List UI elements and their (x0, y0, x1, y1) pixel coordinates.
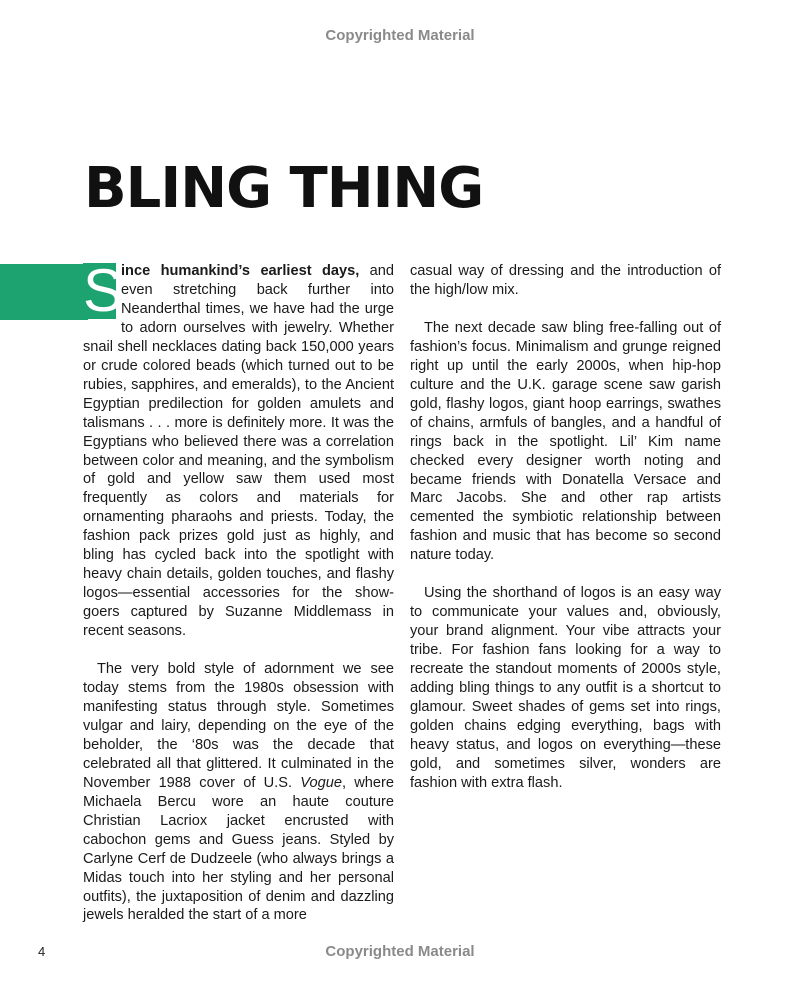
lead-in-text: ince humankind’s earliest days, (121, 263, 360, 279)
magazine-name: Vogue (300, 774, 342, 791)
paragraph-next-decade: The next decade saw bling free-falling out of fashion’s focus. Minimalism and grunge reigned right up until the early 2000s, when hip-hop culture and the U.K. garage scene saw garish gold, flashy logos, giant hoop earrings, swathes of chains, armfuls of bangles, and a handful of rings back in the spotlight. Lil’ Kim name checked every designer worth noting and became friends with Donatella Versace and Marc Jacobs. She and other rap artists cemented the symbiotic relationship between fashion and music that has become so second nature today. (410, 319, 721, 564)
paragraph-text: and even stretching back further into Neanderthal times, we have had the urge to adorn ourselves with jewelry. Whether snail shell necklaces dating back 150,000 years or crude colored beads (which turned out to be rubies, sapphires, and emeralds), to the Ancient Egyptian predilection for golden amulets and talismans . . . more is definitely more. It was the Egyptians who believed there was a correlation between color and meaning, and the symbolism of gold and yellow saw them used most frequently as colors and materials for ornamenting pharaohs and priests. Today, the fashion pack prizes gold just as highly, and bling has cycled back into the spotlight with heavy chain details, golden touches, and flashy logos—essential accessories for the show-goers captured by Suzanne Middlemass in recent seasons. (83, 263, 395, 640)
drop-cap: S (83, 257, 124, 324)
left-column (83, 257, 395, 944)
right-column (410, 262, 721, 812)
accent-band (0, 264, 88, 320)
paragraph-1980s (83, 660, 394, 925)
watermark-bottom: Copyrighted Material (325, 943, 475, 960)
page-number: 4 (38, 944, 46, 959)
paragraph-logos: Using the shorthand of logos is an easy way to communicate your values and, obviously, your brand alignment. Your vibe attracts your tribe. For fashion fans looking for a way to recreate the standout moments of 2000s style, adding bling things to any outfit is a shortcut to glamour. Sweet shades of gems set into rings, golden chains edging everything, bags with heavy status, and logos on everything—these gold, and sometimes silver, wonders are fashion with extra flash. (410, 585, 721, 791)
paragraph-intro (83, 257, 395, 641)
paragraph-text: , where Michaela Bercu wore an haute couture Christian Lacriox jacket encrusted with cabochon gems and Guess jeans. Styled by Carlyne Cerf de Dudzeele (who always brings a Midas touch into her styling and her personal outfits), the juxtaposition of denim and dazzling jewels heralded the start of a more (83, 774, 395, 924)
watermark-top: Copyrighted Material (325, 27, 475, 44)
page-title: BLING THING (84, 156, 484, 221)
paragraph-continued: casual way of dressing and the introduction of the high/low mix. (410, 263, 721, 298)
paragraph-text: The very bold style of adornment we see today stems from the 1980s obsession with manifesting status through style. Sometimes vulgar and lairy, depending on the eye of the beholder, the ‘80s was the decade that celebrated all that glittered. It culminated in the November 1988 cover of U.S. (83, 661, 394, 791)
